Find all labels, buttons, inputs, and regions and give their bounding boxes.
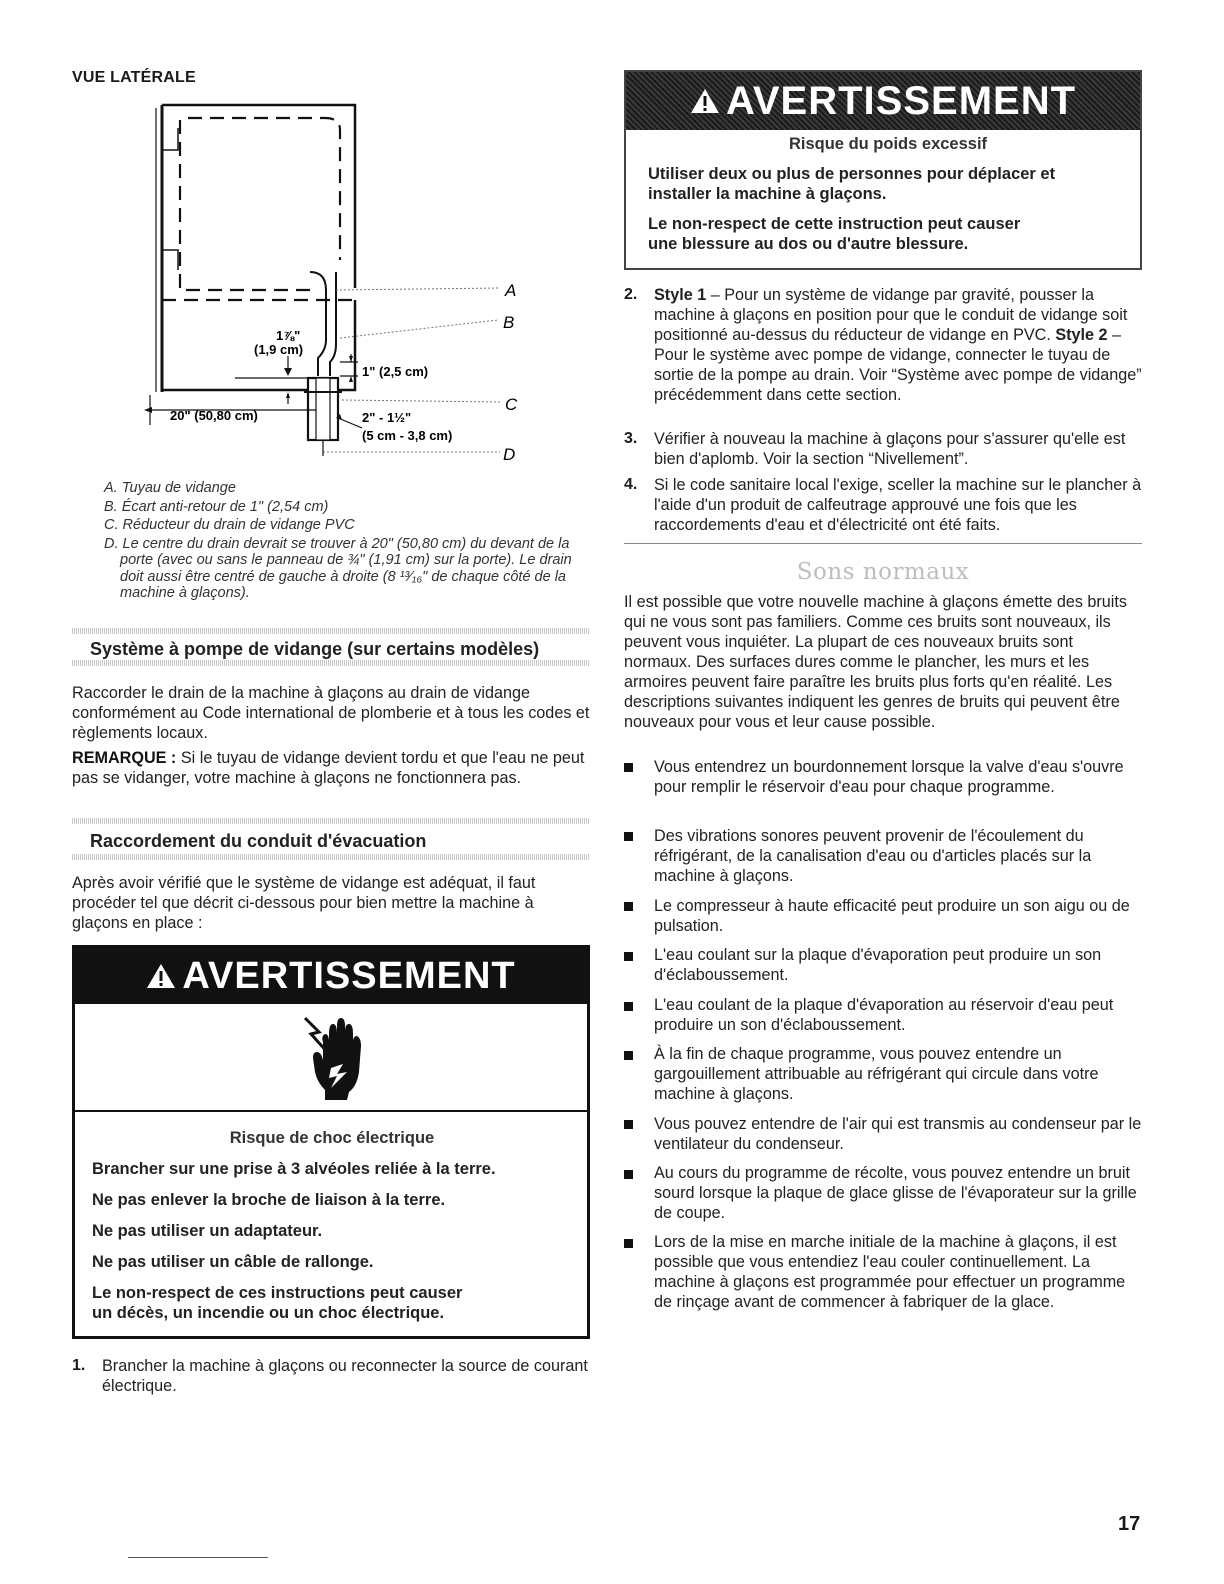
legend-d: D. Le centre du drain devrait se trouver à 20" (50,80 cm) du devant de la porte (avec ou sans le panneau de ¾" (1,91 cm) sur la porte). Le drain doit aussi être centré de gauche à droite (8 ¹³⁄₁₆" de chaque côté de la machine à glaçons).	[104, 535, 572, 601]
bullet-icon	[624, 1051, 633, 1060]
pump-section-heading: Système à pompe de vidange (sur certains modèles)	[90, 639, 540, 659]
bullet-icon	[624, 1239, 633, 1248]
bullet-icon	[624, 1002, 633, 1011]
footer-line	[128, 1557, 268, 1558]
step-text	[654, 285, 1142, 405]
dim-gap-cm: (1,9 cm)	[254, 342, 304, 357]
pump-note	[72, 748, 590, 788]
weight-warning-line: installer la machine à glaçons.	[648, 185, 887, 203]
style1-text: – Pour un système de vidange par gravité, pousser la machine à glaçons en position pour que le conduit de vidange soit positionné au-dessus du réducteur de vidange en PVC.	[654, 286, 1128, 344]
list-item: Lors de la mise en marche initiale de la machine à glaçons, il est possible que vous entendiez l'eau couler continuellement. La machine à glaçons est programmée pour effectuer un programme de rinçage avant de commencer à fabriquer de la glace.	[654, 1233, 1126, 1311]
list-item: L'eau coulant sur la plaque d'évaporation peut produire un son d'éclaboussement.	[654, 946, 1102, 984]
step-text: Vérifier à nouveau la machine à glaçons pour s'assurer qu'elle est bien d'aplomb. Voir la section “Nivellement”.	[654, 430, 1126, 468]
bullet-icon	[624, 1120, 633, 1129]
step-number: 1.	[72, 1357, 86, 1374]
step-number: 2.	[624, 286, 638, 303]
warning-triangle-icon	[146, 963, 176, 989]
section-divider	[72, 854, 590, 860]
electric-warning-text	[92, 1128, 572, 1323]
list-item: Au cours du programme de récolte, vous pouvez entendre un bruit sourd lorsque la plaque de glace glisse de l'évaporateur sur la grille de coupe.	[654, 1164, 1137, 1222]
list-item: Des vibrations sonores peuvent provenir de l'écoulement du réfrigérant, de la canalisation d'eau ou d'articles placés sur la machine à glaçons.	[654, 827, 1092, 885]
electric-warning-line: Ne pas utiliser un câble de rallonge.	[92, 1253, 374, 1271]
legend-b: B. Écart anti-retour de 1" (2,54 cm)	[104, 498, 329, 515]
note-text: Si le tuyau de vidange devient tordu et que l'eau ne peut pas se vidanger, votre machine à glaçons ne fonctionnera pas.	[72, 749, 585, 787]
style2-label: Style 2	[1055, 326, 1108, 344]
bullet-icon	[624, 902, 633, 911]
style2-text: – Pour le système avec pompe de vidange, connecter le tuyau de sortie de la pompe au drain. Voir “Système avec pompe de vidange” précédemment dans cette section.	[654, 326, 1142, 404]
drain-paragraph: Après avoir vérifié que le système de vidange est adéquat, il faut procéder tel que décrit ci-dessous pour bien mettre la machine à glaçons en place :	[72, 874, 536, 932]
electric-warning-line: Ne pas enlever la broche de liaison à la terre.	[92, 1191, 446, 1209]
bullet-icon	[624, 952, 633, 961]
section-rule	[624, 543, 1142, 544]
weight-warning-line: Utiliser deux ou plus de personnes pour déplacer et	[648, 165, 1056, 183]
list-item: L'eau coulant de la plaque d'évaporation au réservoir d'eau peut produire un son d'éclaboussement.	[654, 996, 1114, 1034]
step-text: Brancher la machine à glaçons ou reconnecter la source de courant électrique.	[102, 1357, 588, 1395]
drain-section-heading: Raccordement du conduit d'évacuation	[90, 831, 427, 851]
warning-triangle-icon	[690, 88, 720, 114]
diagram-legend	[104, 480, 594, 604]
step-number: 3.	[624, 430, 638, 447]
weight-warning-line: Le non-respect de cette instruction peut causer	[648, 215, 1021, 233]
sons-title: Sons normaux	[796, 559, 970, 585]
legend-a: A. Tuyau de vidange	[104, 480, 236, 496]
weight-warning-title: AVERTISSEMENT	[725, 79, 1077, 123]
electric-warning-icon-zone	[75, 1004, 587, 1112]
list-item: Vous entendrez un bourdonnement lorsque la valve d'eau s'ouvre pour remplir le réservoir d'eau pour chaque programme.	[654, 758, 1124, 796]
legend-c: C. Réducteur du drain de vidange PVC	[104, 517, 355, 533]
dim-reducer: 2" - 1½"	[362, 410, 412, 425]
electric-warning-banner	[75, 948, 587, 1004]
weight-warning-line: une blessure au dos ou d'autre blessure.	[648, 235, 969, 253]
list-item: À la fin de chaque programme, vous pouvez entendre un gargouillement attribuable au réfrigérant qui circule dans votre machine à glaçons.	[654, 1045, 1099, 1103]
weight-warning-banner	[626, 72, 1140, 130]
electric-risk-title: Risque de choc électrique	[229, 1129, 435, 1147]
section-divider	[72, 628, 590, 634]
side-view-diagram	[140, 100, 530, 470]
bullet-icon	[624, 832, 633, 841]
electric-warning-title: AVERTISSEMENT	[182, 955, 516, 997]
style1-label: Style 1	[654, 286, 707, 304]
side-view-title: VUE LATÉRALE	[72, 69, 196, 86]
note-label: REMARQUE :	[72, 749, 177, 767]
list-item: Le compresseur à haute efficacité peut produire un son aigu ou de pulsation.	[654, 897, 1130, 935]
bullet-icon	[624, 1170, 633, 1179]
label-b: B	[503, 313, 515, 332]
page-number: 17	[1118, 1513, 1141, 1535]
section-divider	[72, 660, 590, 666]
dim-airgap: 1" (2,5 cm)	[362, 364, 429, 379]
weight-warning-text	[648, 134, 1128, 254]
label-d: D	[503, 445, 516, 464]
weight-risk-title: Risque du poids excessif	[788, 135, 988, 153]
electric-shock-hand-icon	[301, 1012, 371, 1104]
bullet-icon	[624, 763, 633, 772]
dim-front: 20" (50,80 cm)	[170, 408, 258, 423]
list-item: Vous pouvez entendre de l'air qui est transmis au condenseur par le ventilateur du condenseur.	[654, 1115, 1142, 1153]
electric-warning-line: Ne pas utiliser un adaptateur.	[92, 1222, 323, 1240]
dim-reducer-cm: (5 cm - 3,8 cm)	[362, 428, 453, 443]
label-c: C	[505, 395, 518, 414]
electric-warning-line: Brancher sur une prise à 3 alvéoles reliée à la terre.	[92, 1160, 496, 1178]
electric-consequence: un décès, un incendie ou un choc électrique.	[92, 1304, 445, 1322]
sons-intro: Il est possible que votre nouvelle machine à glaçons émette des bruits qui ne vous sont pas familiers. Comme ces bruits sont nouveaux, ils peuvent vous inquiéter. La plupart de ces nouveaux bruits sont normaux. Des surfaces dures comme le plancher, les murs et les armoires peuvent faire paraître les bruits plus forts qu'en réalité. Les descriptions suivantes indiquent les genres de bruits qui peuvent être nouveaux pour vous et leur cause possible.	[624, 593, 1127, 731]
electric-consequence: Le non-respect de ces instructions peut causer	[92, 1284, 463, 1302]
label-a: A	[505, 281, 517, 300]
dim-gap: 1⅞"	[276, 328, 301, 343]
step-text: Si le code sanitaire local l'exige, sceller la machine sur le plancher à l'aide d'un produit de calfeutrage approuvé une fois que les raccordements d'eau et d'électricité ont été faits.	[654, 476, 1142, 534]
step-number: 4.	[624, 476, 638, 493]
section-divider	[72, 818, 590, 824]
pump-paragraph: Raccorder le drain de la machine à glaçons au drain de vidange conformément au Code international de plomberie et à tous les codes et règlements locaux.	[72, 684, 590, 742]
